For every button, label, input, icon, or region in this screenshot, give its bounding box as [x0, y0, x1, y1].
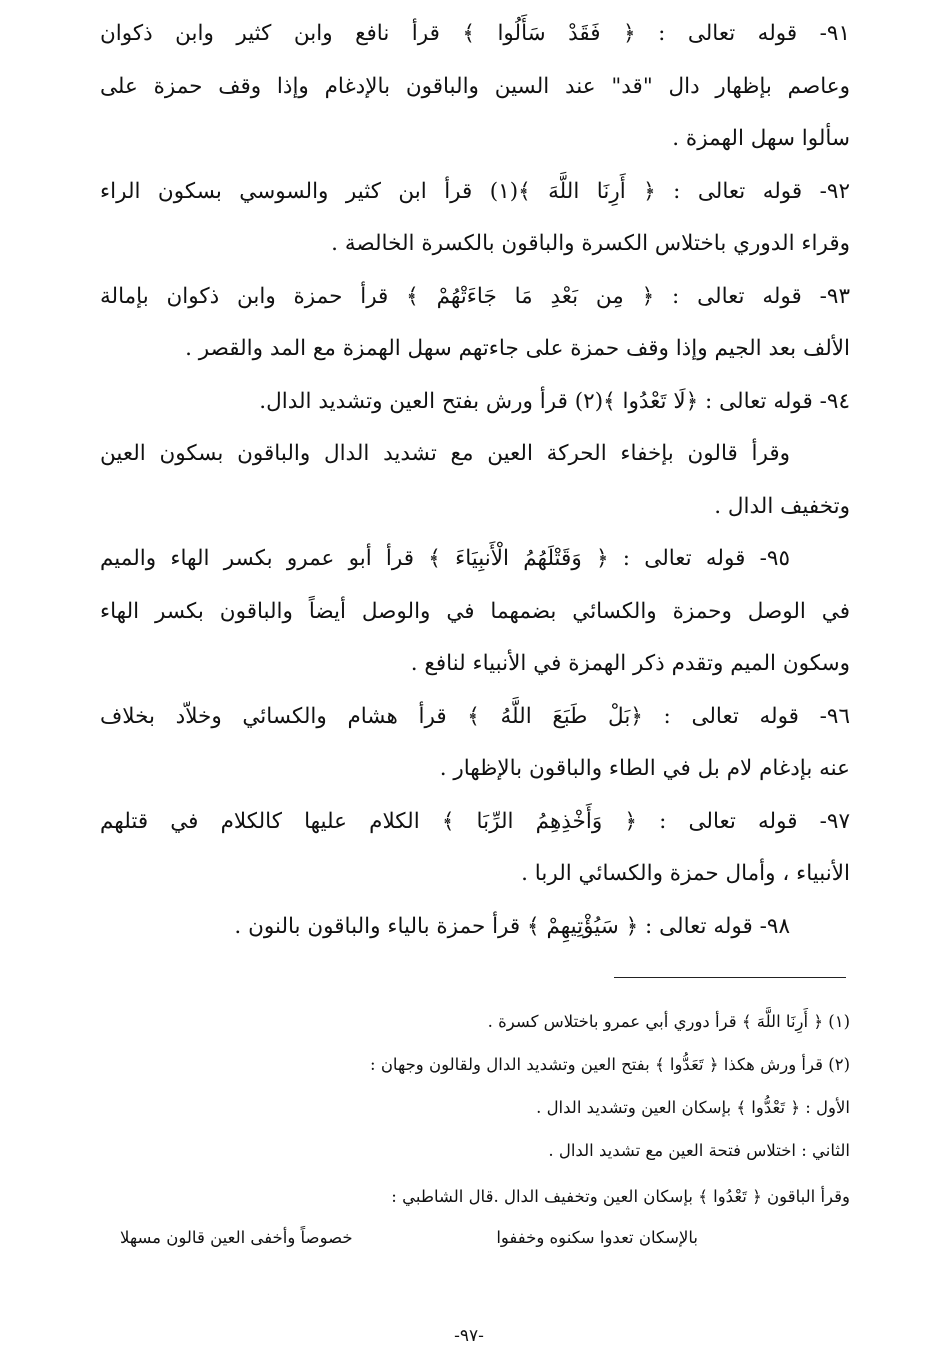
text-line: ٩٢- قوله تعالى : ﴿ أَرِنَا اللَّهَ ﴾(١) قرأ ابن كثير والسوسي بسكون الراء — [100, 178, 850, 204]
text-line: وتخفيف الدال . — [714, 493, 850, 519]
verse-first-hemistich: بالإسكان تعدوا سكنوه وخففوا — [496, 1228, 698, 1247]
text-line: الأنبياء ، وأمال حمزة والكسائي الربا . — [521, 861, 850, 886]
text-line: وقراء الدوري باختلاس الكسرة والباقون بالكسرة الخالصة . — [331, 231, 850, 256]
footnote-2: (٢) قرأ ورش هكذا ﴿ تَعَدُّوا ﴾ بفتح العين وتشديد الدال ولقالون وجهان : — [370, 1055, 850, 1074]
text-line: ٩٨- قوله تعالى : ﴿ سَيُؤْتِيهِمْ ﴾ قرأ حمزة بالياء والباقون بالنون . — [234, 913, 790, 939]
text-line: وعاصم بإظهار دال "قد" عند السين والباقون بالإدغام وإذا وقف حمزة على — [100, 73, 850, 99]
text-line: الألف بعد الجيم وإذا وقف حمزة على جاءتهم سهل الهمزة مع المد والقصر . — [185, 336, 850, 361]
text-line: في الوصل وحمزة والكسائي بضمهما في والوصل أيضاً والباقون بكسر الهاء — [100, 598, 850, 624]
footnote-2-line: وقرأ الباقون ﴿ تَعْدُوا ﴾ بإسكان العين وتخفيف الدال .قال الشاطبي : — [391, 1187, 850, 1206]
text-line: ٩٦- قوله تعالى : ﴿بَلْ طَبَعَ اللَّهُ ﴾ قرأ هشام والكسائي وخلاّد بخلاف — [100, 703, 850, 729]
text-line: ٩١- قوله تعالى : ﴿ فَقَدْ سَأَلُوا ﴾ قرأ نافع وابن كثير وابن ذكوان — [100, 21, 850, 46]
text-line: ٩٥- قوله تعالى : ﴿ وَقَتْلَهُمُ الْأَنبِيَاءَ ﴾ قرأ أبو عمرو بكسر الهاء والميم — [100, 546, 790, 571]
text-line: وسكون الميم وتقدم ذكر الهمزة في الأنبياء لنافع . — [410, 651, 850, 676]
text-line: ٩٣- قوله تعالى : ﴿ مِن بَعْدِ مَا جَاءَتْهُمْ ﴾ قرأ حمزة وابن ذكوان بإمالة — [100, 283, 850, 309]
footnote-2-line: الأول : ﴿ تَعْدُّوا ﴾ بإسكان العين وتشديد الدال . — [536, 1098, 850, 1117]
text-line: سألوا سهل الهمزة . — [672, 126, 850, 151]
footnote-separator — [614, 977, 846, 978]
main-text — [100, 8, 850, 953]
body-paragraphs — [100, 8, 850, 953]
text-line: ٩٧- قوله تعالى : ﴿ وَأَخْذِهِمُ الرِّبَا ﴾ الكلام عليها كالكلام في قتلهم — [100, 808, 850, 834]
text-line: ٩٤- قوله تعالى : ﴿لَا تَعْدُوا ﴾(٢) قرأ ورش بفتح العين وتشديد الدال. — [259, 388, 850, 414]
verse-second-hemistich: خصوصاً وأخفى العين قالون مسهلا — [120, 1228, 353, 1247]
text-line: وقرأ قالون بإخفاء الحركة العين مع تشديد الدال والباقون بسكون العين — [100, 441, 790, 466]
footnote-2-line: الثاني : اختلاس فتحة العين مع تشديد الدال . — [548, 1141, 850, 1160]
page-number: -٩٧- — [454, 1326, 484, 1346]
footnote-1: (١) ﴿ أَرِنَا اللَّهَ ﴾ قرأ دوري أبي عمرو باختلاس كسرة . — [487, 1012, 850, 1031]
text-line: عنه بإدغام لام بل في الطاء والباقون بالإظهار . — [439, 756, 850, 781]
